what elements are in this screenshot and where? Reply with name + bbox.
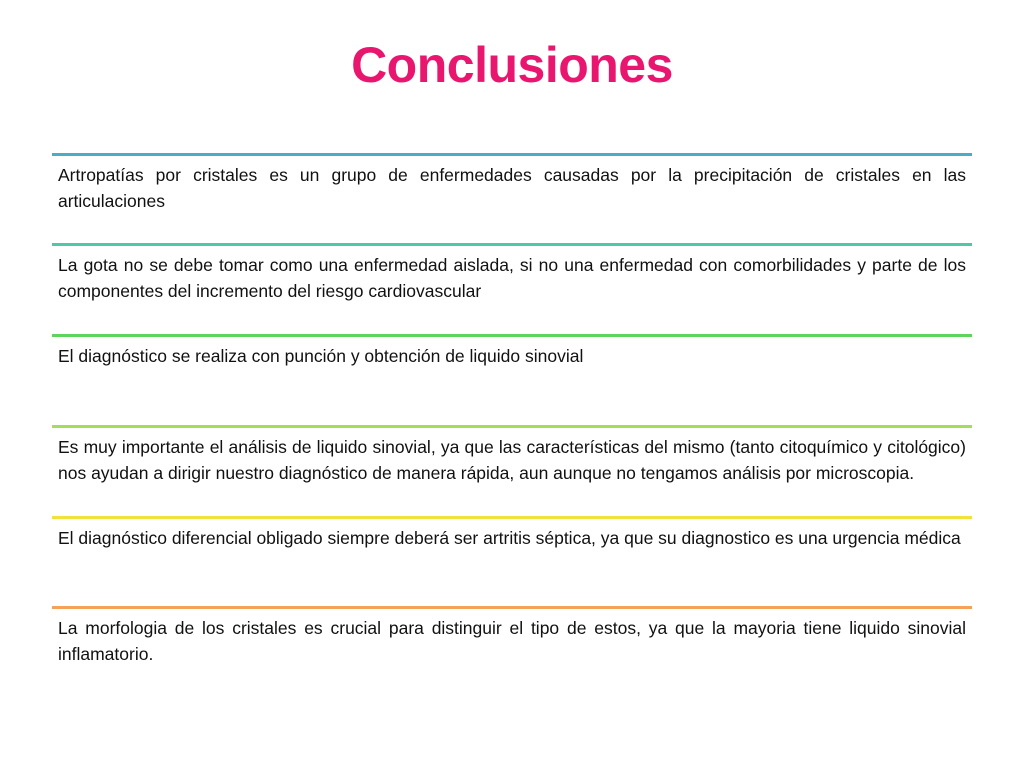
conclusion-text: Artropatías por cristales es un grupo de enfermedades causadas por la precipitación de cristales en las articulaciones: [58, 165, 966, 211]
conclusion-text: El diagnóstico diferencial obligado siempre deberá ser artritis séptica, ya que su diagnostico es una urgencia médica: [58, 528, 961, 548]
conclusion-text: La morfologia de los cristales es crucial para distinguir el tipo de estos, ya que la mayoria tiene liquido sinovial inflamatorio.: [58, 618, 966, 664]
conclusions-list: [52, 153, 972, 696]
conclusion-text: La gota no se debe tomar como una enfermedad aislada, si no una enfermedad con comorbilidades y parte de los componentes del incremento del riesgo cardiovascular: [58, 255, 966, 301]
conclusion-text: El diagnóstico se realiza con punción y obtención de liquido sinovial: [58, 346, 584, 366]
slide-title: Conclusiones: [351, 37, 673, 93]
conclusion-item: [52, 606, 972, 696]
conclusion-item: [52, 153, 972, 243]
conclusion-item: [52, 243, 972, 334]
conclusion-text: Es muy importante el análisis de liquido sinovial, ya que las características del mismo (tanto citoquímico y citológico) nos ayudan a dirigir nuestro diagnóstico de manera rápida, aun aunque no tengamos análisis por microscopia.: [58, 437, 966, 483]
conclusion-item: [52, 334, 972, 425]
conclusion-item: [52, 516, 972, 606]
conclusion-item: [52, 425, 972, 516]
